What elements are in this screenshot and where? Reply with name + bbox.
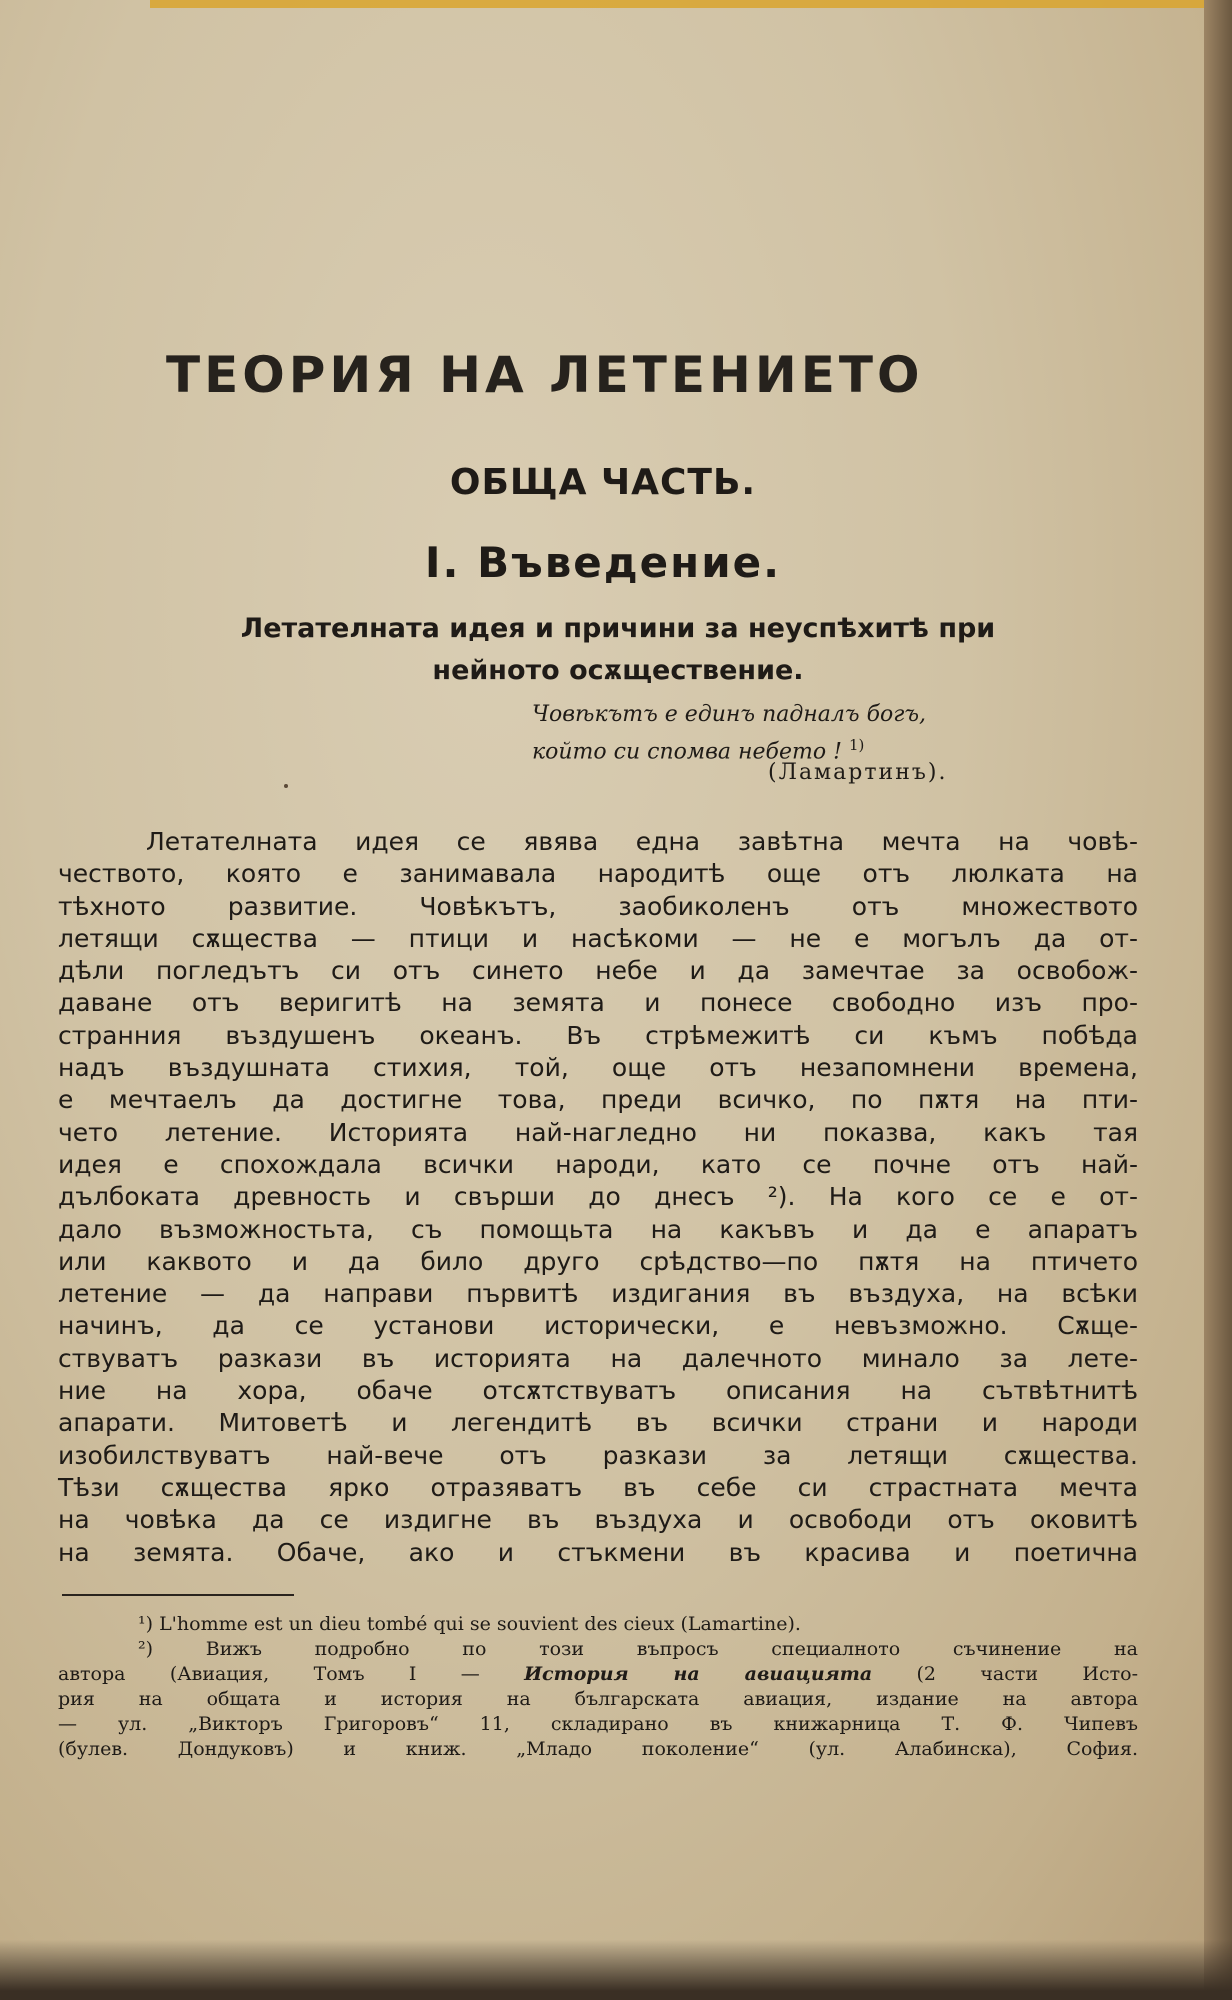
body-line: Летателната идея се явява една завѣтна мечта на човѣ- (146, 827, 1138, 856)
body-line: или каквото и да било друго срѣдство—по пѫтя на птичето (58, 1246, 1138, 1276)
body-line: летящи сѫщества — птици и насѣкоми — не е могълъ да от- (58, 923, 1138, 953)
body-line: е мечтаелъ да достигне това, преди всичко, по пѫтя на пти- (58, 1085, 1138, 1115)
body-paragraph (58, 826, 1138, 1569)
body-line: ние на хора, обаче отсѫтствуватъ описания на сътвѣтнитѣ (58, 1376, 1138, 1406)
body-line: изобилствуватъ най-вече отъ разкази за летящи сѫщества. (58, 1440, 1138, 1470)
footnote-2-text: автора (Авиация, Томъ I — (58, 1663, 525, 1685)
body-line: даване отъ веригитѣ на земята и понесе свободно изъ про- (58, 988, 1138, 1018)
body-line: на човѣка да се издигне въ въздуха и освободи отъ оковитѣ (58, 1505, 1138, 1535)
footnote-2-line: (булев. Дондуковъ) и книж. „Младо поколение“ (ул. Алабинска), София. (58, 1738, 1138, 1760)
footnote-2-line (58, 1662, 1138, 1687)
body-line: дѣли погледътъ си отъ синето небе и да замечтае за освобож- (58, 956, 1138, 986)
ink-speck (284, 784, 288, 788)
footnote-2-text: (2 части Исто- (872, 1663, 1139, 1685)
body-line: на земята. Обаче, ако и стъкмени въ красива и поетична (58, 1537, 1138, 1567)
body-line: странния въздушенъ океанъ. Въ стрѣмежитѣ си къмъ побѣда (58, 1020, 1138, 1050)
page-right-edge-shadow (1204, 0, 1232, 2000)
main-title: ТЕОРИЯ НА ЛЕТЕНИЕТО (166, 346, 924, 404)
body-line: чето летение. Историята най-нагледно ни показва, какъ тая (58, 1117, 1138, 1147)
subtitle-line-2: нейното осѫществение. (432, 655, 804, 686)
footnotes (58, 1612, 1138, 1762)
footnote-2-book-title: История на авиацията (524, 1663, 873, 1685)
footnote-separator (62, 1594, 294, 1596)
body-line: надъ въздушната стихия, той, още отъ незапомнени времена, (58, 1053, 1138, 1083)
footnote-2-line: — ул. „Викторъ Григоровъ“ 11, складирано въ книжарница Т. Ф. Чипевъ (58, 1713, 1138, 1735)
epigraph-author: (Ламартинъ). (768, 760, 948, 785)
epigraph (532, 700, 926, 767)
body-line: идея е спохождала всички народи, като се почне отъ най- (58, 1149, 1138, 1179)
subtitle (118, 608, 1118, 692)
body-line: ствуватъ разкази въ историята на далечното минало за лете- (58, 1343, 1138, 1373)
body-line: летение — да направи първитѣ издигания въ въздуха, на всѣки (58, 1279, 1138, 1309)
body-line: дало възможностьта, съ помощьта на какъвъ и да е апаратъ (58, 1214, 1138, 1244)
body-line: дълбоката древность и свърши до днесъ ²). На кого се е от- (58, 1182, 1138, 1212)
body-line: начинъ, да се установи исторически, е невъзможно. Сѫще- (58, 1311, 1138, 1341)
page-top-strip (150, 0, 1232, 8)
chapter-title: I. Въведение. (424, 538, 782, 587)
body-line: тѣхното развитие. Човѣкътъ, заобиколенъ отъ множеството (58, 891, 1138, 921)
subtitle-line-1: Летателната идея и причини за неуспѣхитѣ при (240, 613, 996, 644)
body-line: чеството, която е занимавала народитѣ още отъ люлката на (58, 859, 1138, 889)
footnote-2-line: ²) Вижъ подробно по този въпросъ специалното съчинение на (138, 1638, 1138, 1660)
body-line: апарати. Митоветѣ и легендитѣ въ всички страни и народи (58, 1408, 1138, 1438)
page-bottom-edge-shadow (0, 1940, 1232, 2000)
section-title: ОБЩА ЧАСТЬ. (449, 462, 757, 503)
footnote-1: ¹) L'homme est un dieu tombé qui se souvient des cieux (Lamartine). (138, 1613, 801, 1635)
epigraph-footnote-ref: 1) (848, 736, 865, 754)
footnote-2-line: рия на общата и история на българската авиация, издание на автора (58, 1688, 1138, 1710)
epigraph-line-2-text: който си спомва небето ! (532, 739, 842, 765)
epigraph-line-1: Човѣкътъ е единъ падналъ богъ, (532, 702, 927, 727)
body-line: Тѣзи сѫщества ярко отразяватъ въ себе си страстната мечта (58, 1472, 1138, 1502)
